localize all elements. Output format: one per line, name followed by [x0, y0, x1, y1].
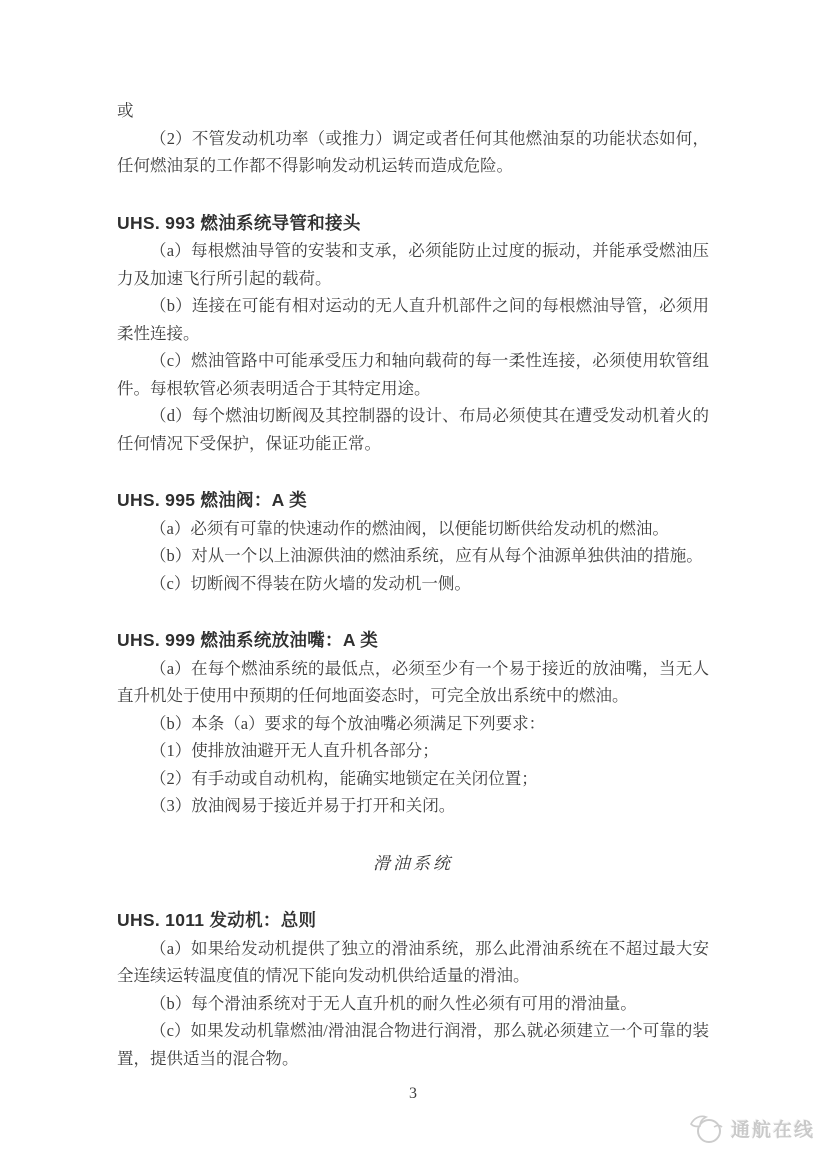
section-heading-uhs-1011: UHS. 1011 发动机：总则 [117, 910, 317, 930]
paragraph: （c）燃油管路中可能承受压力和轴向载荷的每一柔性连接，必须使用软管组件。每根软管必须表明适合于其特定用途。 [117, 351, 709, 398]
chapter-subheading: 滑油系统 [373, 853, 453, 873]
watermark-text: 通航在线 [730, 1119, 815, 1141]
paragraph: （b）连接在可能有相对运动的无人直升机部件之间的每根燃油导管，必须用柔性连接。 [117, 296, 709, 343]
paragraph: （b）本条（a）要求的每个放油嘴必须满足下列要求： [150, 713, 546, 733]
intro-paragraph: （2）不管发动机功率（或推力）调定或者任何其他燃油泵的功能状态如何，任何燃油泵的工作都不得影响发动机运转而造成危险。 [117, 128, 709, 175]
page-number: 3 [409, 1085, 417, 1102]
list-item: （1）使排放油避开无人直升机各部分； [150, 741, 439, 760]
paragraph: （d）每个燃油切断阀及其控制器的设计、布局必须使其在遭受发动机着火的任何情况下受保护，保证功能正常。 [117, 406, 709, 453]
section-heading-uhs-999: UHS. 999 燃油系统放油嘴：A 类 [117, 630, 379, 650]
document-content [117, 97, 709, 1072]
paragraph: （a）在每个燃油系统的最低点，必须至少有一个易于接近的放油嘴，当无人直升机处于使用中预期的任何地面姿态时，可完全放出系统中的燃油。 [117, 658, 709, 705]
bird-globe-logo-icon [687, 1110, 727, 1146]
watermark [687, 1110, 815, 1146]
list-item: （3）放油阀易于接近并易于打开和关闭。 [150, 796, 456, 815]
paragraph: （c）切断阀不得装在防火墙的发动机一侧。 [150, 573, 471, 593]
section-heading-uhs-993: UHS. 993 燃油系统导管和接头 [117, 212, 361, 233]
section-heading-uhs-995: UHS. 995 燃油阀：A 类 [117, 490, 307, 510]
paragraph: （b）每个滑油系统对于无人直升机的耐久性必须有可用的滑油量。 [150, 993, 637, 1013]
list-item: （2）有手动或自动机构，能确实地锁定在关闭位置； [150, 768, 538, 788]
paragraph: （a）每根燃油导管的安装和支承，必须能防止过度的振动，并能承受燃油压力及加速飞行所引起的载荷。 [117, 241, 709, 288]
paragraph: （a）如果给发动机提供了独立的滑油系统，那么此滑油系统在不超过最大安全连续运转温度值的情况下能向发动机供给适量的滑油。 [117, 938, 709, 985]
paragraph: （c）如果发动机靠燃油/滑油混合物进行润滑，那么就必须建立一个可靠的装置，提供适当的混合物。 [117, 1021, 709, 1068]
continuation-line: 或 [117, 101, 134, 120]
paragraph: （b）对从一个以上油源供油的燃油系统，应有从每个油源单独供油的措施。 [150, 546, 703, 565]
paragraph: （a）必须有可靠的快速动作的燃油阀，以便能切断供给发动机的燃油。 [150, 518, 669, 538]
